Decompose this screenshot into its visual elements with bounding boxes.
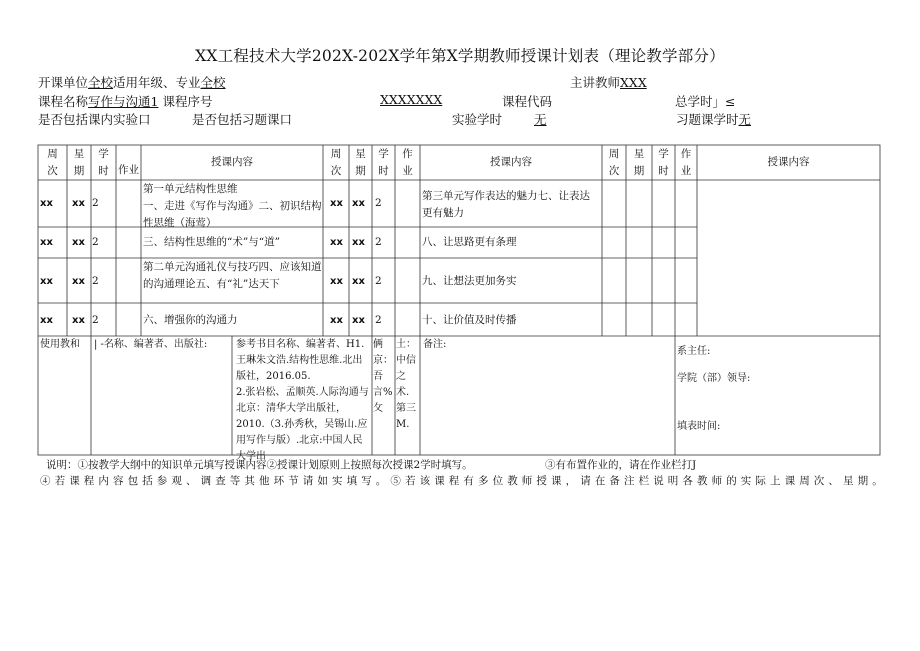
header-week: 周 次: [47, 148, 58, 177]
header-week-3: 周 次: [608, 148, 620, 177]
row4-day-2: xx: [352, 315, 365, 326]
row4-content: 六、增强你的沟通力: [143, 314, 238, 326]
row1-hours: 2: [92, 197, 99, 209]
fill-time-label: 填表时间:: [677, 421, 721, 432]
course-seq-value: XXXXXXX: [380, 92, 443, 107]
course-name-label: 课程名称: [38, 94, 89, 109]
row3-content-2: 九、让想法更加务实: [422, 275, 517, 287]
teacher-line: [570, 73, 647, 91]
row2-week: xx: [40, 237, 53, 248]
row3-hours-2: 2: [375, 275, 382, 287]
row1-content: 第一单元结构性思维 一、走进《写作与沟通》二、初识结构性思维（海莺）: [143, 183, 322, 229]
row4-content-2: 十、让价值及时传播: [422, 314, 517, 326]
grade-label: 适用年级、专业: [113, 75, 201, 90]
notes-line-1b: ③有布置作业的，请在作业栏打J: [545, 459, 697, 471]
row2-content: 三、结构性思维的“术”与“道”: [143, 236, 280, 248]
row1-week: xx: [40, 198, 53, 209]
header-homework: 作业: [118, 164, 139, 176]
header-hours-2: 学 时: [378, 148, 389, 177]
header-day-2: 星 期: [355, 148, 366, 177]
lab-hours-line: [452, 110, 502, 128]
row1-day: xx: [72, 198, 85, 209]
page-title: XX工程技术大学202X-202X学年第X学期教师授课计划表（理论教学部分）: [195, 47, 725, 65]
reference-books: 参考书目名称、编著者、H1.王琳朱文浩.结构性思维.北出版社，2016.05. 2.张岩松、孟顺英.人际沟通与北京：清华大学出版社，2010.（3.孙秀秋，吴锡山.应用写作与版）.北京:中国人民大学出: [236, 339, 369, 462]
header-day-3: 星 期: [633, 148, 645, 177]
header-content-2: 授课内容: [490, 156, 532, 168]
materials-label: 使用教和: [40, 339, 80, 350]
header-content-3: 授课内容: [767, 156, 810, 168]
row1-hours-2: 2: [375, 197, 382, 209]
notes-line-2: ④若课程内容包括参观、调查等其他环节请如实填写。⑤若该课程有多位教师授课，请在备注栏说明各教师的实际上课周次、星期。: [40, 475, 887, 487]
row3-day: xx: [72, 276, 85, 287]
unit-line: [38, 73, 226, 91]
college-leader-label: 学院（部）领导:: [677, 373, 751, 384]
unit-value: 全校: [88, 75, 114, 90]
row2-week-2: xx: [330, 237, 343, 248]
row4-hours-2: 2: [375, 314, 382, 326]
lab-label: 是否包括课内实验口: [38, 112, 151, 127]
row3-content: 第二单元沟通礼仪与技巧四、应该知道的沟通理论五、有“礼”达天下: [143, 261, 322, 290]
row1-day-2: xx: [352, 198, 365, 209]
unit-label: 开课单位: [38, 75, 89, 90]
total-hours-label: 总学时」≤: [675, 94, 736, 109]
exercise-label: 是否包括习题课口: [192, 112, 293, 127]
teacher-label: 主讲教师: [570, 75, 621, 90]
teacher-value: XXX: [620, 75, 647, 90]
remarks-label: 备注:: [423, 339, 447, 350]
exercise-hours-line: [676, 110, 751, 128]
row4-hours: 2: [92, 314, 99, 326]
lab-hours-label: 实验学时: [452, 112, 503, 127]
header-week-2: 周 次: [330, 148, 342, 177]
row1-content-2: 第三单元写作表达的魅力七、让表达更有魅力: [422, 190, 590, 219]
notes-line-1a: 说明：①按教学大纲中的知识单元填写授课内容②授课计划原则上按照每次授课2学时填写。: [46, 459, 473, 471]
header-day: 星 期: [73, 148, 85, 177]
row2-day: xx: [72, 237, 85, 248]
header-homework-2: 作 业: [402, 148, 413, 177]
row3-day-2: xx: [352, 276, 365, 287]
header-homework-3: 作 业: [680, 148, 692, 177]
row4-week: xx: [40, 315, 53, 326]
row2-day-2: xx: [352, 237, 365, 248]
course-seq-label: 课程序号: [162, 94, 213, 109]
row3-hours: 2: [92, 275, 99, 287]
header-hours: 学 时: [98, 148, 109, 177]
row1-week-2: xx: [330, 198, 343, 209]
lab-hours-value: 无: [534, 112, 547, 127]
row4-week-2: xx: [330, 315, 343, 326]
exercise-hours-label: 习题课学时: [676, 112, 739, 127]
row2-content-2: 八、让思路更有条理: [422, 236, 517, 248]
header-content: 授课内容: [211, 156, 253, 168]
reference-col-b: 土：中信之术.第三M.: [396, 339, 416, 430]
header-hours-3: 学 时: [658, 148, 669, 177]
row2-hours: 2: [92, 236, 99, 248]
row4-day: xx: [72, 315, 85, 326]
row3-week-2: xx: [330, 276, 343, 287]
row2-hours-2: 2: [375, 236, 382, 248]
row3-week: xx: [40, 276, 53, 287]
materials-value: | -名称、编著者、出版社:: [94, 339, 208, 350]
exercise-hours-value: 无: [738, 112, 752, 127]
course-code-label: 课程代码: [502, 94, 553, 109]
reference-col-a: 俩京：吾言%攵: [373, 339, 393, 414]
grade-value: 全校: [200, 75, 226, 90]
dept-head-label: 系主任:: [677, 346, 711, 357]
course-name-line: [38, 92, 212, 110]
course-name-value: 写作与沟通1: [88, 94, 159, 109]
